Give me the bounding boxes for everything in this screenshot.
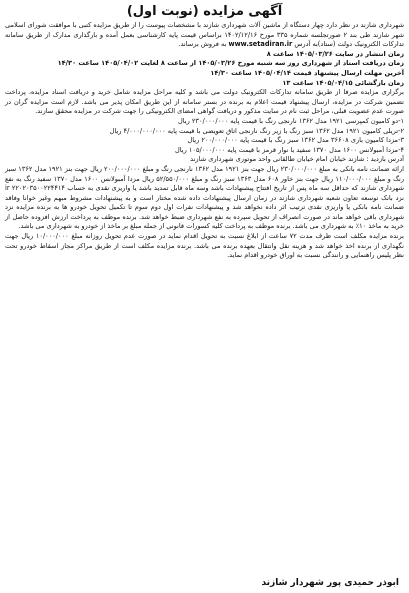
intro-tail: به فروش برساند. [178, 40, 227, 49]
intro-text: شهرداری شازند در نظر دارد چهار دستگاه از ماشین آلات شهرداری شازند با مشخصات پیوست را از طریق مزایده کتبی با موافقت شورای اسلامی شهر شازند طی بند ۲ صورتجلسه شماره ۳۳۵ مورخ ۱۴۰۲/۱۲/۱۶ براساس قیمت پایه کارشناسی بعمل آمده و بارگذاری مدارک از طریق سامانه تدارکات الکترونیک دولت (ستاد)به آدرس [5, 21, 404, 49]
vehicle-item-4: ۴-مزدا آمبولانس ۱۶۰۰ مدل ۱۳۷۰ سفید با نوار قرمز با قیمت پایه ۱۰۵/۰۰۰/۰۰۰ ریال [174, 145, 404, 154]
publish-date: زمان انتشار در سایت ۱۴۰۵/۰۳/۲۶ ساعت ۸ [266, 49, 404, 58]
delivery-paragraph: برنده مزایده مکلف است ظرف مدت ۷۲ ساعت از ابلاغ نسبت به تحویل اقدام نماید در صورت عدم تحویل روزانه مبلغ ۱۰/۰۰۰/۰۰۰ ریال جهت نگهداری از برنده اخذ خواهد شد و هزینه نقل وانتقال بعهده برنده می باشد. برنده مزایده مکلف است از طریق مراکز مجاز اسقاط خودرو تحت نظر پلیس راهنمایی و رانندگی نسبت به اوراق خودرو اقدام نماید. [5, 232, 404, 260]
opening-date: زمان بازگشائی ۱۴۰۵/۰۴/۱۵ ساعت ۱۳ [282, 78, 404, 87]
vehicle-item-2: ۲-تریلی کامیون ۱۹۲۱ مدل ۱۳۶۲ سبز رنگ با زیر رنگ نارنجی اتاق تعویضی با قیمت پایه ۴/۰۰۰/۰۰۰/۰۰۰ ریال [109, 126, 404, 135]
intro-paragraph [5, 21, 404, 50]
vehicle-item-1: ۱-دو کامیون کمپرسی ۱۹۲۱ مدل ۱۳۶۲ نارنجی رنگ با قیمت پایه ۲۳۰/۰۰۰/۰۰۰ ریال [177, 116, 404, 125]
deadline-date: آخرین مهلت ارسال پیشنهاد قیمت ۱۴۰۵/۰۴/۱۴ ساعت ۱۴/۳۰ [210, 68, 404, 77]
visit-address: آدرس بازدید : شازند خیابان امام خیابان طالقانی واحد موتوری شهرداری شازند [190, 155, 404, 164]
vehicle-item-3: ۳-مزدا کامیون باری ۳۶۶۰۸ مدل ۱۳۶۲ سبز رنگ با قیمت پایه ۲۰۰/۰۰۰/۰۰۰ ریال [187, 136, 404, 145]
website-link[interactable]: www.setadiran.ir [228, 40, 293, 49]
signature: ابوذر حمیدی پور شهردار شازند [261, 578, 399, 588]
conditions-paragraph: برگزاری مزایده صرفا از طریق سامانه تدارکات الکترونیک دولت می باشد و کلیه مراحل مزایده شامل خرید و دریافت اسناد مزایده، پرداخت تضمین شرکت در مزایده، ارسال پیشنهاد قیمت اعلام به برنده در بستر سامانه از این طریق امکان پذیر می باشد. لازم است مزایده گران در صورت عدم عضویت قبلی، مراحل ثبت نام در سایت مذکور و دریافت گواهی امضای الکترونیکی را جهت شرکت در مزایده محقق سازند. [5, 88, 404, 116]
guarantee-paragraph: ارائه ضمانت نامه بانکی به مبلغ ۲۳۰/۰۰۰/۰۰۰ ریال جهت بنز ۱۹۲۱ مدل ۱۳۶۲ نارنجی رنگ و مبلغ ۲۰۰/۰۰۰/۰۰۰ ریال جهت بنز ۱۹۲۱ مدل ۱۳۶۲ سبز رنگ و مبلغ ۱۱۰/۰۰۰/۰۰۰ ریال جهت بنز خاور ۶۰۸ مدل ۱۳۶۳ سبز رنگ و مبلغ ۵۲/۵۵۰/۰۰۰ ریال مزدا آمبولانس ۱۶۰۰ مدل ۱۳۷۰ سفید رنگ به نفع شهرداری شازند که حداقل سه ماه پس از تاریخ افتتاح پیشنهادات باشد وسه ماه قابل تمدید باشد یا واریزی نقدی به حساب ir ۲۲۰۲۰۳۵۰۰۲۲۴۴۱۴ نزد بانک توسعه تعاون شعبه شهرداری شازند در زمان ارسال پیشنهادات داده شده مختار است و به پیشنهادات مشروط مبهم وغیر خوانا وفاقد ضمانت نامه بانکی یا واریزی نقدی ترتیب اثر داده نخواهد شد و پیشنهادات نفرات اول دوم سوم تا تکمیل تحویل خودرو ها به برنده مزایده نزد شهرداری باقی خواهد ماند در صورت انصراف از تحویل سپرده به نفع شهرداری ضبط خواهد شد. برنده موظف به پرداخت ارزش افزوده حاصل از خرید به ماخذ ۱۰٪ به شهرداری می باشد. برنده موظف به پرداخت کلیه کسورات قانونی از جمله مبلغ بر ماخذ از خودرو به شهرداری می باشد. [5, 164, 405, 231]
receive-date: زمان دریافت اسناد از شهرداری روز سه شنبه مورخ ۱۴۰۵/۰۳/۲۶ از ساعت ۸ لغایت ۱۴۰۵/۰۴/۰۲ ساعت ۱۴/۳۰ [57, 59, 404, 68]
notice-title: آگهی مزایده (نوبت اول) [126, 4, 283, 19]
